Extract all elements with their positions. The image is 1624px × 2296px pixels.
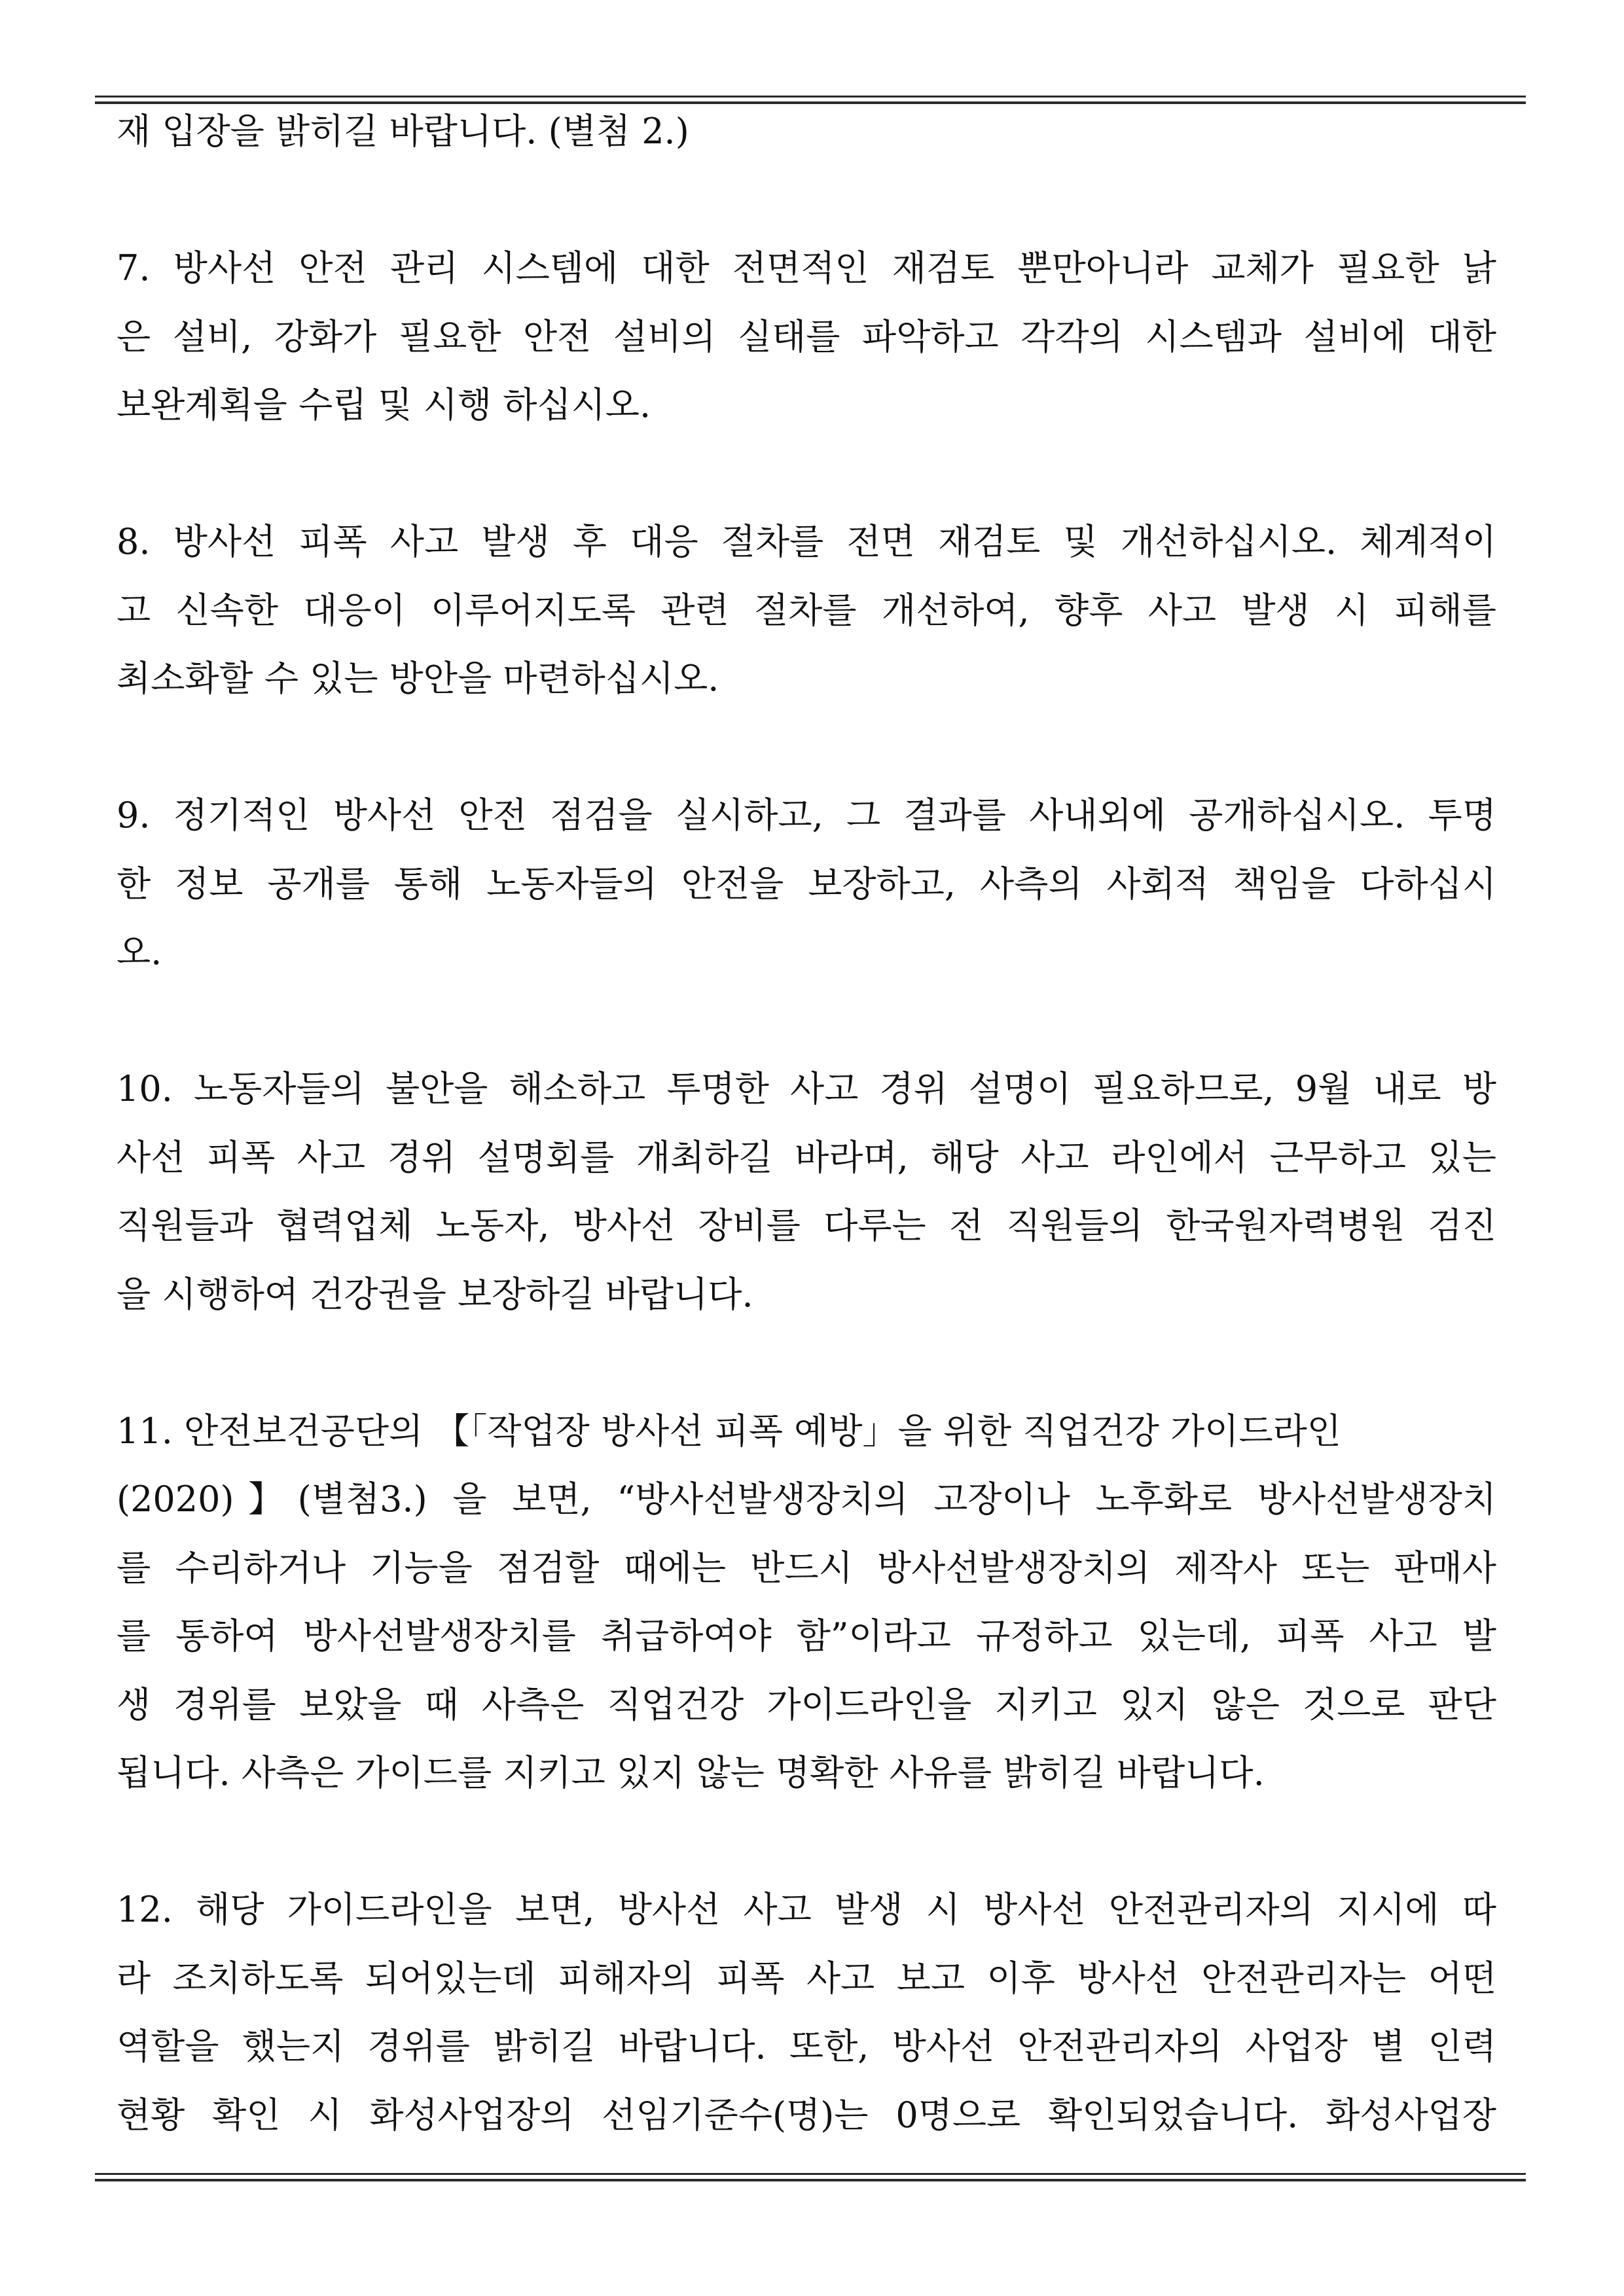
item-9-line-3: 오. [117, 931, 162, 973]
item-11-line-4: 를 통하여 방사선발생장치를 취급하여야 함”이라고 규정하고 있는데, 피폭 사고 발 [117, 1615, 1496, 1657]
continued-line-1: 재 입장을 밝히길 바랍니다. (별첨 2.) [117, 111, 689, 152]
item-12-line-3: 역할을 했는지 경위를 밝히길 바랍니다. 또한, 방사선 안전관리자의 사업장 별 인력 [117, 2026, 1496, 2067]
item-10-line-2: 사선 피폭 사고 경위 설명회를 개최하길 바라며, 해당 사고 라인에서 근무하고 있는 [117, 1136, 1496, 1178]
item-9 [117, 781, 1496, 987]
item-8-line-3: 최소화할 수 있는 방안을 마련하십시오. [117, 658, 719, 699]
item-11-line-6: 됩니다. 사측은 가이드를 지키고 있지 않는 명확한 사유를 밝히길 바랍니다. [117, 1752, 1265, 1793]
item-10-line-4: 을 시행하여 건강권을 보장하길 바랍니다. [117, 1273, 753, 1315]
item-9-line-2: 한 정보 공개를 통해 노동자들의 안전을 보장하고, 사측의 사회적 책임을 다하십시 [117, 863, 1496, 905]
item-10 [117, 1055, 1496, 1329]
item-12-line-4: 현황 확인 시 화성사업장의 선임기준수(명)는 0명으로 확인되었습니다. 화성사업장 [117, 2094, 1496, 2136]
item-11-line-1: 11. 안전보건공단의 【「작업장 방사선 피폭 예방」을 위한 직업건강 가이드라인 [117, 1410, 1341, 1452]
item-11-line-3: 를 수리하거나 기능을 점검할 때에는 반드시 방사선발생장치의 제작사 또는 판매사 [117, 1547, 1496, 1588]
item-8 [117, 508, 1496, 713]
item-12-line-1: 12. 해당 가이드라인을 보면, 방사선 사고 발생 시 방사선 안전관리자의 지시에 따 [117, 1889, 1496, 1930]
item-10-line-3: 직원들과 협력업체 노동자, 방사선 장비를 다루는 전 직원들의 한국원자력병원 검진 [117, 1205, 1496, 1246]
item-7 [117, 234, 1496, 440]
item-12-line-2: 라 조치하도록 되어있는데 피해자의 피폭 사고 보고 이후 방사선 안전관리자는 어떤 [117, 1957, 1496, 1999]
item-10-line-1: 10. 노동자들의 불안을 해소하고 투명한 사고 경위 설명이 필요하므로, 9월 내로 방 [117, 1068, 1496, 1109]
document-body [117, 98, 1496, 2149]
item-7-line-2: 은 설비, 강화가 필요한 안전 설비의 실태를 파악하고 각각의 시스템과 설비에 대한 [117, 315, 1496, 357]
continued-paragraph [117, 98, 1496, 166]
item-7-line-3: 보완계획을 수립 및 시행 하십시오. [117, 384, 651, 425]
item-11 [117, 1397, 1496, 1808]
item-8-line-2: 고 신속한 대응이 이루어지도록 관련 절차를 개선하여, 향후 사고 발생 시 피해를 [117, 589, 1496, 631]
item-11-line-5: 생 경위를 보았을 때 사측은 직업건강 가이드라인을 지키고 있지 않은 것으로 판단 [117, 1683, 1496, 1725]
item-8-line-1: 8. 방사선 피폭 사고 발생 후 대응 절차를 전면 재검토 및 개선하십시오. 체계적이 [117, 521, 1496, 562]
item-12 [117, 1876, 1496, 2149]
bottom-double-rule [95, 2173, 1526, 2181]
item-7-line-1: 7. 방사선 안전 관리 시스템에 대한 전면적인 재검토 뿐만아니라 교체가 필요한 낡 [117, 247, 1496, 289]
item-9-line-1: 9. 정기적인 방사선 안전 점검을 실시하고, 그 결과를 사내외에 공개하십시오. 투명 [117, 795, 1496, 836]
item-11-line-2: (2020)】(별첨3.) 을 보면, “방사선발생장치의 고장이나 노후화로 방사선발생장치 [117, 1479, 1496, 1520]
